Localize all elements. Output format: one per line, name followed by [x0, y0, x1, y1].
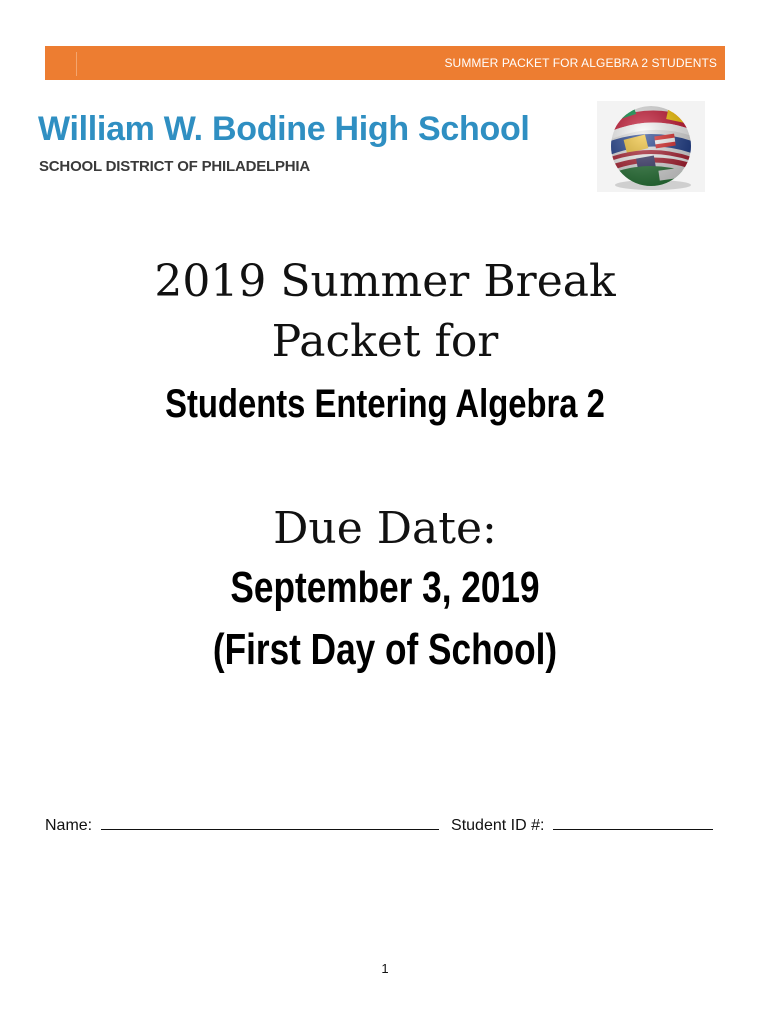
header-divider: [76, 52, 77, 76]
title-line-3: Students Entering Algebra 2: [165, 382, 605, 426]
name-label: Name:: [45, 817, 93, 834]
student-id-field[interactable]: [553, 813, 713, 830]
student-info-row: [45, 813, 725, 835]
student-id-label: Student ID #:: [451, 817, 545, 834]
name-field[interactable]: [101, 813, 439, 830]
due-date-label: Due Date:: [273, 503, 497, 554]
due-date-value: September 3, 2019: [230, 563, 540, 612]
page-number: 1: [381, 961, 389, 976]
title-line-2: Packet for: [271, 316, 499, 367]
district-name: SCHOOL DISTRICT OF PHILADELPHIA: [39, 158, 311, 175]
header-bar: [45, 46, 725, 80]
header-text: SUMMER PACKET FOR ALGEBRA 2 STUDENTS: [444, 56, 717, 70]
title-line-1: 2019 Summer Break: [154, 256, 616, 307]
due-date-note: (First Day of School): [212, 625, 558, 674]
school-name: William W. Bodine High School: [38, 110, 530, 148]
flag-globe-icon: [597, 101, 705, 192]
